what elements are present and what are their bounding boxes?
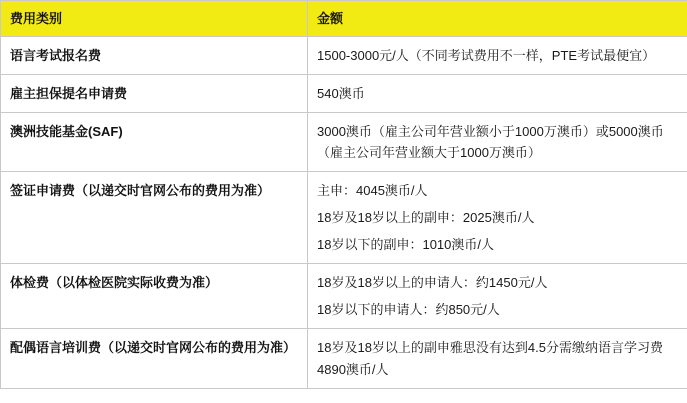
table-row [1, 172, 687, 264]
table-header [1, 1, 687, 37]
cell-category: 体检费（以体检医院实际收费为准） [1, 264, 308, 329]
cell-category: 配偶语言培训费（以递交时官网公布的费用为准） [1, 329, 308, 388]
table-row [1, 264, 687, 329]
cell-category: 签证申请费（以递交时官网公布的费用为准） [1, 172, 308, 264]
header-cell-amount: 金额 [308, 1, 687, 37]
cell-amount [308, 264, 687, 329]
cell-amount [308, 37, 687, 75]
amount-line: 18岁及18岁以上的副申：2025澳币/人 [317, 210, 535, 226]
cell-amount [308, 113, 687, 172]
amount-line: 18岁以下的副申：1010澳币/人 [317, 237, 494, 253]
table-row [1, 329, 687, 388]
amount-line: 18岁及18岁以上的副申雅思没有达到4.5分需缴纳语言学习费4890澳币/人 [317, 340, 663, 377]
header-cell-category: 费用类别 [1, 1, 308, 37]
cell-amount [308, 329, 687, 388]
cell-category: 语言考试报名费 [1, 37, 308, 75]
table-row [1, 113, 687, 172]
cell-amount [308, 75, 687, 113]
cell-category: 澳洲技能基金(SAF) [1, 113, 308, 172]
cell-amount [308, 172, 687, 264]
cell-category: 雇主担保提名申请费 [1, 75, 308, 113]
table-header-row [1, 1, 687, 37]
amount-line: 18岁及18岁以上的申请人：约1450元/人 [317, 275, 548, 291]
table-row [1, 75, 687, 113]
amount-line: 3000澳币（雇主公司年营业额小于1000万澳币）或5000澳币（雇主公司年营业额大于1000万澳币） [317, 124, 664, 161]
amount-line: 18岁以下的申请人：约850元/人 [317, 302, 500, 318]
table-body [1, 37, 687, 389]
amount-line: 540澳币 [317, 86, 365, 102]
amount-line: 主申：4045澳币/人 [317, 183, 428, 199]
amount-line: 1500-3000元/人（不同考试费用不一样，PTE考试最便宜） [317, 48, 656, 64]
table-row [1, 37, 687, 75]
